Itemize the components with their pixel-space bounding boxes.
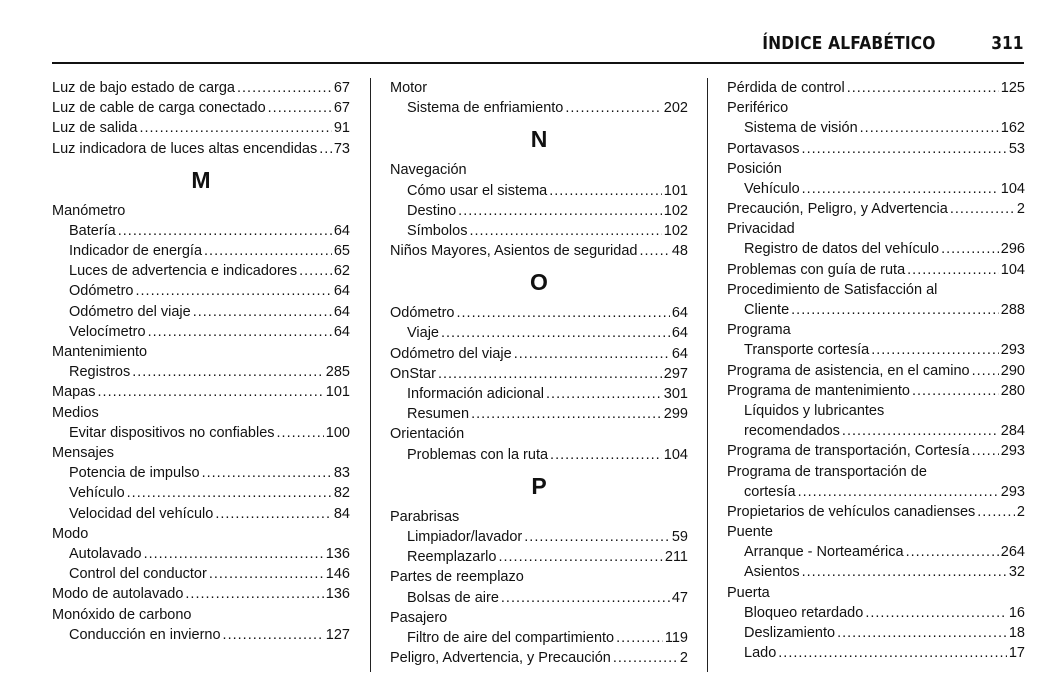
index-subentry: Vehículo ..... 104 [727, 179, 1025, 199]
index-entry: Pérdida de control ..... 125 [727, 78, 1025, 98]
index-subentry: Problemas con la ruta ..... 104 [390, 445, 688, 465]
index-column-3 [727, 78, 1025, 663]
index-label: Posición [727, 160, 782, 177]
index-label: Programa de transportación de [727, 463, 927, 480]
index-label: Parabrisas [390, 508, 460, 525]
index-subentry: Asientos ..... 32 [727, 563, 1025, 583]
index-label: Navegación [390, 162, 467, 179]
index-entry: Propietarios de vehículos canadienses ..... 2 [727, 502, 1025, 522]
index-subentry: Vehículo ..... 82 [52, 483, 350, 503]
index-subentry: Sistema de visión ..... 162 [727, 118, 1025, 138]
index-entry: Mapas ..... 101 [52, 382, 350, 402]
index-subentry: Batería ..... 64 [52, 221, 350, 241]
index-label: Programa [727, 322, 791, 339]
index-entry: Programa de transportación, Cortesía ..... 293 [727, 441, 1025, 461]
index-label: Mantenimiento [52, 344, 148, 361]
index-subentry: Bloqueo retardado ..... 16 [727, 603, 1025, 623]
index-entry: Programa de mantenimiento ..... 280 [727, 381, 1025, 401]
index-label: Medios [52, 404, 99, 421]
index-subentry: Transporte cortesía ..... 293 [727, 340, 1025, 360]
index-subentry: Resumen ..... 299 [390, 404, 688, 424]
index-subentry: Deslizamiento ..... 18 [727, 623, 1025, 643]
index-subentry: Potencia de impulso ..... 83 [52, 463, 350, 483]
index-subentry: Filtro de aire del compartimiento ..... 119 [390, 628, 688, 648]
index-subentry: Autolavado ..... 136 [52, 544, 350, 564]
index-label: Puerta [727, 584, 770, 601]
index-entry: Precaución, Peligro, y Advertencia ..... 2 [727, 199, 1025, 219]
index-label: Monóxido de carbono [52, 606, 192, 623]
index-subentry: Odómetro del viaje ..... 64 [52, 302, 350, 322]
index-entry: Portavasos ..... 53 [727, 139, 1025, 159]
index-subentry: Bolsas de aire ..... 47 [390, 588, 688, 608]
index-subentry: Control del conductor ..... 146 [52, 564, 350, 584]
index-label: Privacidad [727, 221, 795, 238]
index-subentry: Reemplazarlo ..... 211 [390, 547, 688, 567]
index-subentry: Sistema de enfriamiento ..... 202 [390, 98, 688, 118]
index-label: Modo [52, 525, 89, 542]
index-label: Puente [727, 524, 773, 541]
index-subentry: Viaje ..... 64 [390, 324, 688, 344]
section-letter: M [191, 166, 211, 193]
index-label: Orientación [390, 426, 465, 443]
index-column-1 [52, 78, 350, 645]
index-label: Motor [390, 80, 428, 96]
index-subentry: cortesía ..... 293 [727, 482, 1025, 502]
index-subentry: Símbolos ..... 102 [390, 221, 688, 241]
index-label: Manómetro [52, 202, 126, 219]
index-subentry: Conducción en invierno ..... 127 [52, 625, 350, 645]
index-label: Procedimiento de Satisfacción al [727, 281, 938, 298]
index-subentry: Cómo usar el sistema ..... 101 [390, 181, 688, 201]
index-label: Líquidos y lubricantes [744, 403, 885, 419]
index-subentry: Luces de advertencia e indicadores ..... 62 [52, 261, 350, 281]
section-letter: N [530, 126, 548, 153]
page-header [52, 30, 1024, 60]
header-rule [52, 62, 1024, 64]
page-title: ÍNDICE ALFABÉTICO [762, 33, 936, 54]
section-letter: O [530, 269, 548, 296]
index-subentry: Lado ..... 17 [727, 643, 1025, 663]
column-divider [370, 78, 371, 672]
section-letter: P [531, 472, 547, 499]
index-entry: Modo de autolavado ..... 136 [52, 584, 350, 604]
index-entry: Problemas con guía de ruta ..... 104 [727, 260, 1025, 280]
index-subentry: Arranque - Norteamérica ..... 264 [727, 542, 1025, 562]
index-subentry: Cliente ..... 288 [727, 300, 1025, 320]
page-number: 311 [991, 33, 1024, 54]
column-divider [707, 78, 708, 672]
index-subentry: Registro de datos del vehículo ..... 296 [727, 240, 1025, 260]
index-entry: Niños Mayores, Asientos de seguridad ..... 48 [390, 241, 688, 261]
index-subentry: Velocidad del vehículo ..... 84 [52, 504, 350, 524]
index-entry: Luz de salida ..... 91 [52, 118, 350, 138]
index-subentry: Velocímetro ..... 64 [52, 322, 350, 342]
index-subentry: Destino ..... 102 [390, 201, 688, 221]
index-label: Mensajes [52, 445, 115, 461]
index-entry: Luz indicadora de luces altas encendidas ..... 73 [52, 139, 350, 159]
index-subentry: Limpiador/lavador ..... 59 [390, 527, 688, 547]
index-entry: Odómetro ..... 64 [390, 303, 688, 323]
index-subentry: recomendados ..... 284 [727, 421, 1025, 441]
index-subentry: Evitar dispositivos no confiables ..... 100 [52, 423, 350, 443]
index-column-2 [390, 78, 688, 668]
index-subentry: Registros ..... 285 [52, 362, 350, 382]
index-label: Pasajero [390, 609, 448, 626]
index-subentry: Odómetro ..... 64 [52, 282, 350, 302]
index-entry: Luz de cable de carga conectado ..... 67 [52, 98, 350, 118]
index-entry: Luz de bajo estado de carga ..... 67 [52, 78, 350, 98]
index-entry: Peligro, Advertencia, y Precaución ..... 2 [390, 648, 688, 668]
index-entry: OnStar ..... 297 [390, 364, 688, 384]
index-label: Periférico [727, 100, 789, 117]
index-subentry: Información adicional ..... 301 [390, 384, 688, 404]
index-label: Partes de reemplazo [390, 569, 524, 586]
index-entry: Odómetro del viaje ..... 64 [390, 344, 688, 364]
index-entry: Programa de asistencia, en el camino ..... 290 [727, 361, 1025, 381]
index-subentry: Indicador de energía ..... 65 [52, 241, 350, 261]
